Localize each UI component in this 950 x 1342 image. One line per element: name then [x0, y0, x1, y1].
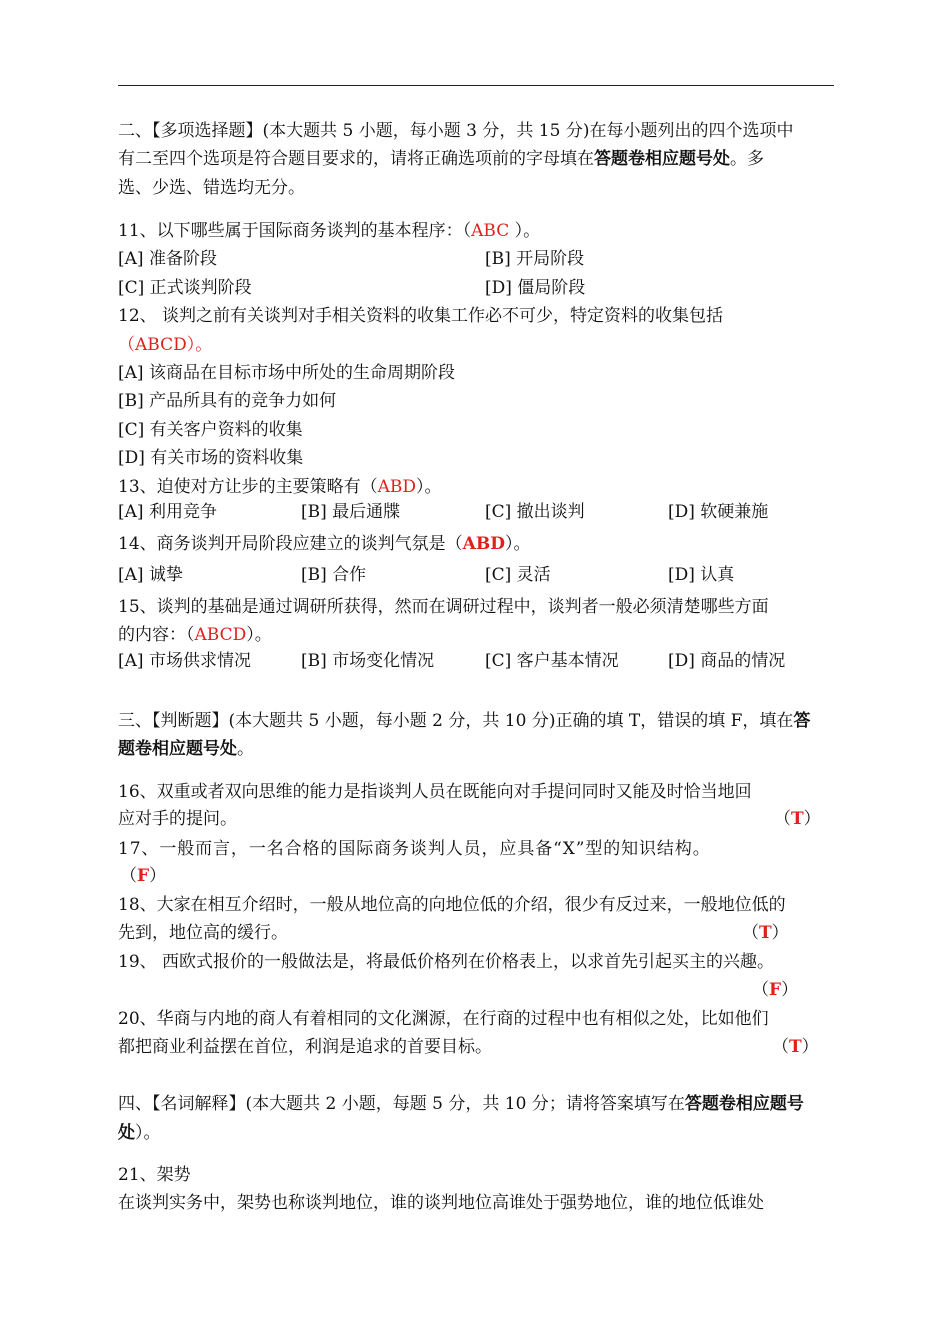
question-18: 18、大家在相互介绍时，一般从地位高的向地位低的介绍，很少有反过来，一般地位低的	[118, 895, 786, 915]
mark-value: T	[759, 923, 772, 943]
answer: ABCD	[194, 625, 247, 645]
question-16-line2: 应对手的提问。	[118, 809, 237, 829]
q12-option-c: [C] 有关客户资料的收集	[118, 420, 303, 440]
mark-value: T	[789, 1037, 802, 1057]
q13-option-d: [D] 软硬兼施	[668, 502, 769, 522]
q14-option-a: [A] 诚挚	[118, 565, 183, 585]
bold-text: 题卷相应题号处	[118, 739, 237, 759]
text: 。	[237, 739, 254, 759]
text: ）。	[504, 534, 531, 554]
question-19: 19、 西欧式报价的一般做法是，将最低价格列在价格表上，以求首先引起买主的兴趣。	[118, 952, 775, 972]
text: 三、【判断题】(本大题共 5 小题，每小题 2 分，共 10 分)正确的填 T，错误的填 F，填在	[118, 711, 794, 731]
question-18-line2: 先到，地位高的缓行。	[118, 923, 288, 943]
question-20: 20、华商与内地的商人有着相同的文化渊源，在行商的过程中也有相似之处，比如他们	[118, 1009, 769, 1029]
q12-option-d: [D] 有关市场的资料收集	[118, 448, 304, 468]
text: 的内容：（	[118, 625, 195, 645]
q15-option-d: [D] 商品的情况	[668, 651, 786, 671]
section4-heading-line1	[118, 1093, 804, 1115]
text: ）。	[135, 1123, 161, 1143]
bold-text: 处	[118, 1123, 135, 1143]
q14-option-d: [D] 认真	[668, 565, 735, 585]
q17-mark: （F）	[120, 866, 167, 886]
q15-option-c: [C] 客户基本情况	[485, 651, 619, 671]
text: 。多	[730, 149, 764, 169]
text: ）。	[509, 221, 541, 241]
question-11	[118, 220, 540, 242]
question-21-title: 21、架势	[118, 1165, 191, 1185]
q16-mark: （T）	[774, 809, 821, 829]
q11-option-c: [C] 正式谈判阶段	[118, 278, 252, 298]
text: 有二至四个选项是符合题目要求的，请将正确选项前的字母填在	[118, 149, 594, 169]
q15-option-b: [B] 市场变化情况	[301, 651, 435, 671]
q13-option-c: [C] 撤出谈判	[485, 502, 585, 522]
section2-heading-line1	[118, 120, 793, 142]
mark-value: F	[769, 980, 782, 1000]
question-15-line2	[118, 624, 272, 646]
section2-heading-line2	[118, 148, 764, 170]
text: 11、以下哪些属于国际商务谈判的基本程序：（	[118, 221, 472, 241]
q11-option-a: [A] 准备阶段	[118, 249, 217, 269]
mark-value: T	[791, 809, 804, 829]
q19-mark: （F）	[752, 980, 799, 1000]
question-12: 12、 谈判之前有关谈判对手相关资料的收集工作必不可少，特定资料的收集包括	[118, 306, 724, 326]
question-16: 16、双重或者双向思维的能力是指谈判人员在既能向对手提问同时又能及时恰当地回	[118, 782, 752, 802]
section3-heading-line2	[118, 738, 254, 760]
bold-text: 答	[793, 711, 811, 731]
bold-text: 答题卷相应题号	[684, 1094, 804, 1114]
q14-option-c: [C] 灵活	[485, 565, 551, 585]
q14-option-b: [B] 合作	[301, 565, 367, 585]
bold-text: 答题卷相应题号处	[594, 149, 730, 169]
question-15: 15、谈判的基础是通过调研所获得，然而在调研过程中，谈判者一般必须清楚哪些方面	[118, 597, 769, 617]
q20-mark: （T）	[772, 1037, 819, 1057]
q12-option-a: [A] 该商品在目标市场中所处的生命周期阶段	[118, 363, 455, 383]
question-20-line2: 都把商业利益摆在首位，利润是追求的首要目标。	[118, 1037, 492, 1057]
header-rule	[118, 85, 834, 86]
q13-option-a: [A] 利用竞争	[118, 502, 217, 522]
q15-option-a: [A] 市场供求情况	[118, 651, 251, 671]
text: 14、商务谈判开局阶段应建立的谈判气氛是（	[118, 534, 463, 554]
q13-option-b: [B] 最后通牒	[301, 502, 401, 522]
section3-heading-line1	[118, 710, 810, 732]
q18-mark: （T）	[742, 923, 789, 943]
answer: ABD	[377, 477, 417, 497]
q11-option-d: [D] 僵局阶段	[485, 278, 586, 298]
text: 二、【多项选择题】(本大题共 5 小题，每小题 3 分，共 15 分)在每小题列出的四个选项中	[118, 121, 794, 141]
text: 四、【名词解释】(本大题共 2 小题，每题 5 分，共 10 分；请将答案填写在	[118, 1094, 685, 1114]
q12-answer: （ABCD）。	[118, 335, 213, 355]
answer: ABD	[462, 534, 505, 554]
q12-option-b: [B] 产品所具有的竞争力如何	[118, 391, 337, 411]
question-13	[118, 476, 442, 498]
answer: ABC	[471, 221, 510, 241]
section2-heading-line3: 选、少选、错选均无分。	[118, 178, 305, 198]
question-21-answer: 在谈判实务中，架势也称谈判地位，谁的谈判地位高谁处于强势地位，谁的地位低谁处	[118, 1193, 764, 1213]
mark-value: F	[137, 866, 150, 886]
question-14	[118, 533, 530, 555]
section4-heading-line2	[118, 1122, 161, 1144]
q11-option-b: [B] 开局阶段	[485, 249, 585, 269]
text: 13、迫使对方让步的主要策略有（	[118, 477, 378, 497]
question-17: 17、一般而言，一名合格的国际商务谈判人员，应具备“X”型的知识结构。	[118, 839, 711, 859]
text: ）。	[246, 625, 272, 645]
text: ）。	[416, 477, 442, 497]
